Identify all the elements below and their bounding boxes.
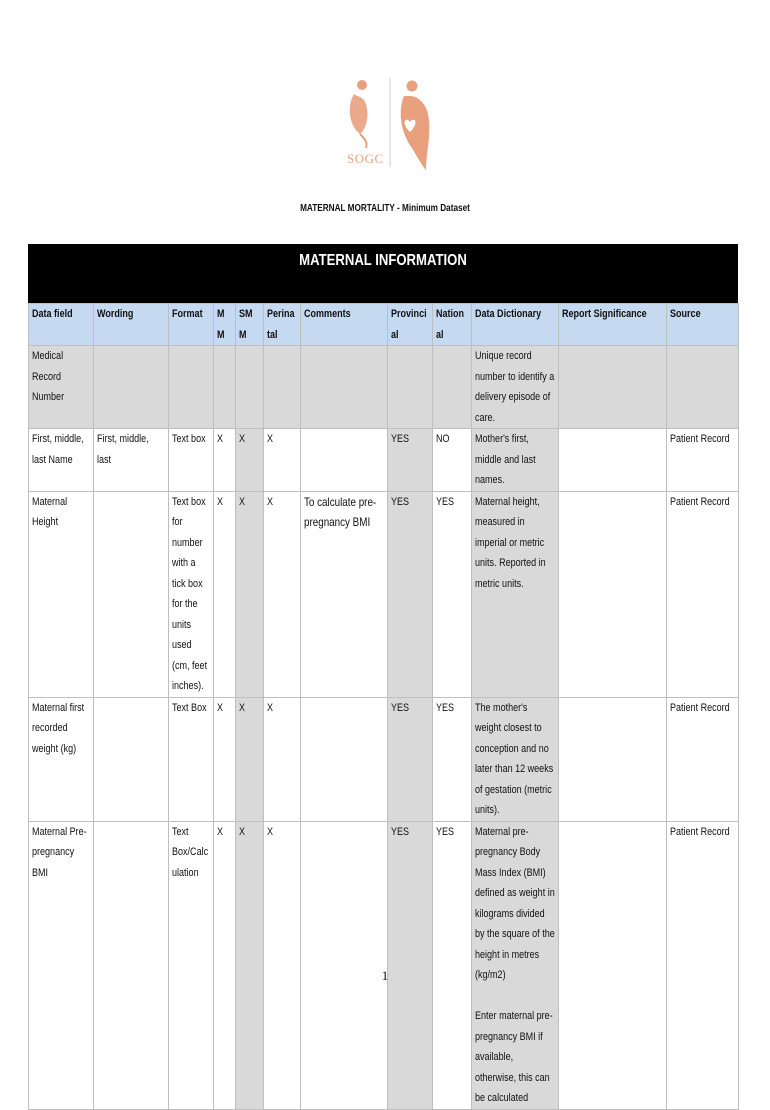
- cell-source: Patient Record: [667, 821, 739, 1109]
- cell-report-significance: [559, 697, 667, 821]
- column-header: Provincial: [388, 304, 433, 346]
- data-dictionary-text: Maternal pre-pregnancy Body Mass Index (BMI) defined as weight in kilograms divided by the square of the height in metres (kg/m2): [475, 825, 555, 981]
- cell-national: YES: [433, 821, 472, 1109]
- cell-smm: X: [236, 491, 264, 697]
- cell-comments: [301, 346, 388, 429]
- column-header: National: [433, 304, 472, 346]
- column-header: Report Significance: [559, 304, 667, 346]
- cell-data-dictionary: The mother's weight closest to conception and no later than 12 weeks of gestation (metric units).: [472, 697, 559, 821]
- cell-national: NO: [433, 429, 472, 492]
- cell-smm: X: [236, 429, 264, 492]
- cell-smm: X: [236, 697, 264, 821]
- cell-perinatal: X: [264, 429, 301, 492]
- section-title: MATERNAL INFORMATION: [299, 252, 467, 269]
- column-header: Comments: [301, 304, 388, 346]
- cell-wording: [94, 346, 169, 429]
- cell-provincial: YES: [388, 491, 433, 697]
- column-header: Wording: [94, 304, 169, 346]
- cell-format: [169, 346, 214, 429]
- cell-mm: X: [214, 429, 236, 492]
- cell-provincial: [388, 346, 433, 429]
- cell-data-dictionary: Maternal height, measured in imperial or metric units. Reported in metric units.: [472, 491, 559, 697]
- cell-source: Patient Record: [667, 429, 739, 492]
- cell-comments: To calculate pre-pregnancy BMI: [301, 491, 388, 697]
- data-dictionary-note: Enter maternal pre-pregnancy BMI if available, otherwise, this can be calculated: [475, 1010, 553, 1104]
- cell-report-significance: [559, 491, 667, 697]
- cell-wording: [94, 821, 169, 1109]
- table-header-row: [29, 304, 739, 346]
- cell-data-field: Maternal Height: [29, 491, 94, 697]
- page-number: 1: [381, 968, 389, 983]
- cell-data-field: Maternal first recorded weight (kg): [29, 697, 94, 821]
- cell-provincial: YES: [388, 429, 433, 492]
- cell-format: Text Box: [169, 697, 214, 821]
- cell-perinatal: X: [264, 491, 301, 697]
- cell-comments: [301, 697, 388, 821]
- table-row: [29, 346, 739, 429]
- document-title: MATERNAL MORTALITY - Minimum Dataset: [300, 203, 470, 214]
- cell-data-dictionary: [472, 821, 559, 1109]
- cell-provincial: YES: [388, 821, 433, 1109]
- table-row: [29, 491, 739, 697]
- cell-smm: [236, 346, 264, 429]
- column-header: Data Dictionary: [472, 304, 559, 346]
- logo-text: SOGC: [347, 151, 384, 166]
- table-row: [29, 697, 739, 821]
- column-header: Format: [169, 304, 214, 346]
- cell-mm: [214, 346, 236, 429]
- cell-format: Text box for number with a tick box for the units used (cm, feet inches).: [169, 491, 214, 697]
- cell-report-significance: [559, 429, 667, 492]
- cell-data-field: Maternal Pre-pregnancy BMI: [29, 821, 94, 1109]
- cell-perinatal: X: [264, 697, 301, 821]
- cell-source: Patient Record: [667, 697, 739, 821]
- dataset-table: [28, 303, 739, 1110]
- cell-format: Text box: [169, 429, 214, 492]
- table-row: [29, 821, 739, 1109]
- cell-wording: First, middle, last: [94, 429, 169, 492]
- column-header: Perinatal: [264, 304, 301, 346]
- cell-comments: [301, 429, 388, 492]
- table-row: [29, 429, 739, 492]
- cell-wording: [94, 491, 169, 697]
- cell-provincial: YES: [388, 697, 433, 821]
- column-header: Data field: [29, 304, 94, 346]
- cell-source: [667, 346, 739, 429]
- cell-source: Patient Record: [667, 491, 739, 697]
- cell-mm: X: [214, 697, 236, 821]
- cell-data-field: First, middle, last Name: [29, 429, 94, 492]
- cell-report-significance: [559, 821, 667, 1109]
- cell-data-dictionary: Mother's first, middle and last names.: [472, 429, 559, 492]
- cell-report-significance: [559, 346, 667, 429]
- cell-perinatal: [264, 346, 301, 429]
- cell-national: YES: [433, 491, 472, 697]
- column-header: Source: [667, 304, 739, 346]
- cell-data-dictionary: Unique record number to identify a delivery episode of care.: [472, 346, 559, 429]
- column-header: MM: [214, 304, 236, 346]
- cell-mm: X: [214, 491, 236, 697]
- cell-national: YES: [433, 697, 472, 821]
- cell-national: [433, 346, 472, 429]
- cell-mm: X: [214, 821, 236, 1109]
- column-header: SMM: [236, 304, 264, 346]
- cell-wording: [94, 697, 169, 821]
- section-banner: [28, 244, 738, 303]
- cell-data-field: Medical Record Number: [29, 346, 94, 429]
- cell-perinatal: X: [264, 821, 301, 1109]
- cell-comments: [301, 821, 388, 1109]
- cell-format: Text Box/Calculation: [169, 821, 214, 1109]
- cell-smm: X: [236, 821, 264, 1109]
